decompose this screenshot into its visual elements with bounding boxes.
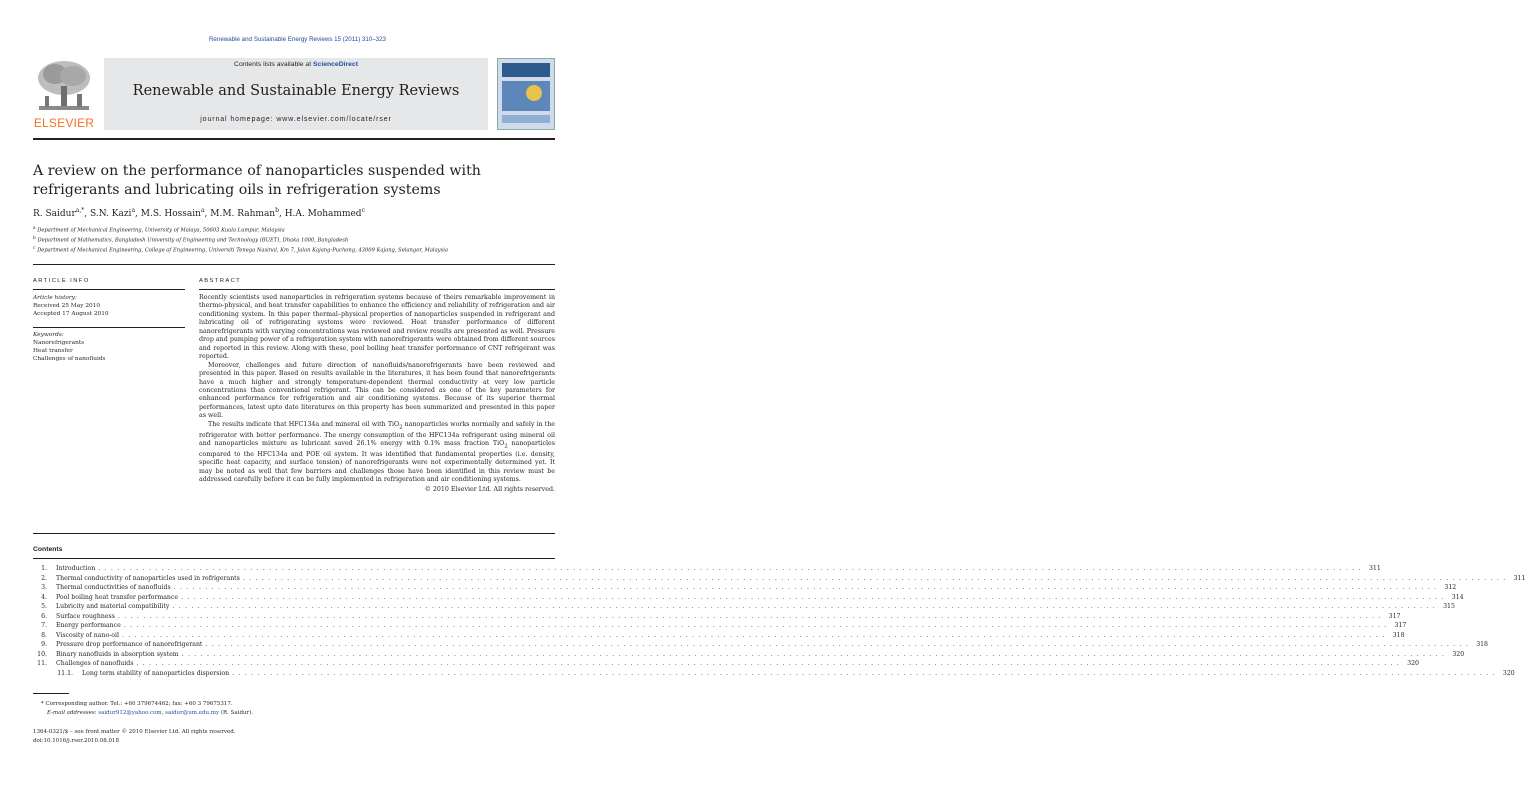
toc-number: 6. — [41, 612, 47, 620]
toc-number: 1. — [41, 565, 47, 572]
received-date: Received 25 May 2010 — [33, 303, 101, 309]
header-rule — [33, 138, 555, 140]
email-label: E-mail addresses: — [47, 709, 97, 716]
toc-leader-dots: . . . . . . . . . . . . . . . . . . . . . . . . . . . . . . . . . . . . . . . . . . . . . . . . . . . . . . . . . . . . . . . . . . . . . . . . . . . . . . . . . . . . . . . . . . . . . . . . . . . . . . . . . . . . . . . . . . . . . . . . . . . . . . . . . . . . . . . . . . . . . . . . . . . . . . . . . . . . . . . . . . . . . . . . . . . . . . . . . . . . . . . . . . . . . . . . . . . . . . . . — [181, 650, 1446, 658]
toc-title[interactable]: Pool boiling heat transfer performance — [56, 593, 179, 601]
affiliation-text: Department of Mechanical Engineering, University of Malaya, 50603 Kuala Lumpur, Malaysia — [37, 227, 285, 234]
contents-heading: Contents — [33, 546, 63, 553]
toc-title[interactable]: Challenges of nanofluids — [56, 660, 134, 667]
toc-title[interactable]: Viscosity of nano-oil — [56, 631, 119, 639]
toc-title[interactable]: Energy performance — [56, 622, 121, 629]
copyright-notice: © 2010 Elsevier Ltd. All rights reserved. — [424, 486, 555, 494]
author-name[interactable]: R. Saidur — [33, 209, 76, 219]
toc-title[interactable]: Binary nanofluids in absorption system — [56, 650, 179, 658]
toc-number: 7. — [41, 622, 47, 629]
toc-page-number: 311 — [1368, 565, 1381, 572]
subscript: 2 — [504, 443, 508, 450]
toc-number: 8. — [41, 631, 47, 639]
email-line — [41, 709, 541, 718]
elsevier-wordmark: ELSEVIER — [33, 116, 95, 130]
toc-leader-dots: . . . . . . . . . . . . . . . . . . . . . . . . . . . . . . . . . . . . . . . . . . . . . . . . . . . . . . . . . . . . . . . . . . . . . . . . . . . . . . . . . . . . . . . . . . . . . . . . . . . . . . . . . . . . . . . . . . . . . . . . . . . . . . . . . . . . . . . . . . . . . . . . . . . . . . . . . . . . . . . . . . . . . . . . . . . . . . . . . . . . . . . . . . . . . . . . . . . . . . . . — [117, 612, 1382, 620]
toc-entry[interactable] — [33, 574, 1525, 585]
toc-number: 4. — [41, 593, 47, 601]
toc-page-number: 311 — [1513, 574, 1525, 582]
author-affil-marker: b — [275, 207, 279, 214]
toc-leader-dots: . . . . . . . . . . . . . . . . . . . . . . . . . . . . . . . . . . . . . . . . . . . . . . . . . . . . . . . . . . . . . . . . . . . . . . . . . . . . . . . . . . . . . . . . . . . . . . . . . . . . . . . . . . . . . . . . . . . . . . . . . . . . . . . . . . . . . . . . . . . . . . . . . . . . . . . . . . . . . . . . . . . . . . . . . . . . . . . . . . . . . . . . . . . . . . . . . . . . . . . . — [172, 603, 1436, 610]
paper-title: A review on the performance of nanoparticles suspended with refrigerants and lubricating oils in refrigeration systems — [33, 163, 481, 198]
author-name[interactable]: M.S. Hossain — [140, 209, 201, 219]
contents-rule — [33, 558, 555, 559]
abstract-paragraph: Moreover, challenges and future direction of nanofluids/nanorefrigerants have been reviewed and presented in this paper. Based on results available in the literatures, it has been found that nanorefrigerants have a much higher and strongly temperature-dependent thermal conductivity at very low particle concentrations than conventional refrigerant. This can be considered as one of the key parameters for enhanced performance for refrigeration and air conditioning systems. Because of its superior thermal performances, latest upto date literatures on this property has been summarized and presented in this paper as well. — [199, 361, 555, 420]
toc-page-number: 318 — [1476, 641, 1488, 648]
toc-page-number: 315 — [1443, 603, 1455, 610]
footnote-star: * — [41, 701, 44, 707]
toc-number: 11. — [37, 660, 47, 667]
journal-cover-thumbnail — [497, 58, 555, 130]
toc-number: 5. — [41, 603, 47, 610]
keyword: Heat transfer — [33, 348, 73, 354]
abstract-text: The results indicate that HFC134a and mineral oil with TiO — [208, 420, 400, 428]
article-info-divider — [33, 327, 185, 328]
corresponding-author-text: Corresponding author. Tel.: +60 379674462; fax: +60 3 79675317. — [45, 701, 233, 707]
toc-page-number: 320 — [1407, 660, 1419, 667]
issn-block — [33, 728, 433, 745]
author-affil-marker: a — [200, 207, 205, 214]
affiliation-marker: b — [33, 236, 36, 242]
abstract-heading: ABSTRACT — [199, 278, 242, 284]
table-of-contents — [33, 565, 1525, 679]
doi-line[interactable]: doi:10.1016/j.rser.2010.08.018 — [33, 737, 119, 744]
toc-number: 11.1. — [57, 669, 73, 677]
keyword: Nanorefrigerants — [33, 340, 85, 346]
footnote-rule — [33, 693, 69, 694]
abstract-text: nanoparticles compared to the HFC134a and POE oil system. It was identified that fundamental properties (i.e. density, specific heat capacity, and surface tension) of nanorefrigerants were not experimentally determined yet. It may be noted as well that few barriers and challenges those have been identified in this review must be addressed carefully before it can be fully implemented in refrigeration and air conditioning systems. — [199, 439, 555, 484]
toc-leader-dots: . . . . . . . . . . . . . . . . . . . . . . . . . . . . . . . . . . . . . . . . . . . . . . . . . . . . . . . . . . . . . . . . . . . . . . . . . . . . . . . . . . . . . . . . . . . . . . . . . . . . . . . . . . . . . . . . . . . . . . . . . . . . . . . . . . . . . . . . . . . . . . . . . . . . . . . . . . . . . . . . . . . . . . . . . . . . . . . . . . . . . . . . . . . . . . . . . . . . . . . . — [121, 631, 1386, 639]
email-suffix: (R. Saidur). — [219, 709, 254, 716]
toc-entry[interactable] — [33, 565, 1381, 575]
toc-leader-dots: . . . . . . . . . . . . . . . . . . . . . . . . . . . . . . . . . . . . . . . . . . . . . . . . . . . . . . . . . . . . . . . . . . . . . . . . . . . . . . . . . . . . . . . . . . . . . . . . . . . . . . . . . . . . . . . . . . . . . . . . . . . . . . . . . . . . . . . . . . . . . . . . . . . . . . . . . . . . . . . . . . . . . . . . . . . . . . . . . . . . . . . . . . . . . . . . . . . . . . . . — [205, 641, 1469, 648]
toc-leader-dots: . . . . . . . . . . . . . . . . . . . . . . . . . . . . . . . . . . . . . . . . . . . . . . . . . . . . . . . . . . . . . . . . . . . . . . . . . . . . . . . . . . . . . . . . . . . . . . . . . . . . . . . . . . . . . . . . . . . . . . . . . . . . . . . . . . . . . . . . . . . . . . . . . . . . . . . . . . . . . . . . . . . . . . . . . . . . . . . . . . . . . . . . . . . . . . . . . . . . . . . . — [173, 584, 1438, 591]
affiliation-line — [33, 235, 555, 245]
toc-entry[interactable] — [33, 669, 1515, 680]
email-separator: , — [161, 709, 166, 716]
abstract-text: nanoparticles works normally and safely in the refrigerator with better performance. The energy consumption of the HFC134a refrigerant using mineral oil and nanoparticles mixture as lubricant saved 26.1% energy with 0.1% mass fraction TiO — [199, 420, 555, 447]
author-name[interactable]: H.A. Mohammed — [284, 209, 362, 219]
author-name[interactable]: M.M. Rahman — [210, 209, 276, 219]
keyword: Challenges of nanofluids — [33, 356, 106, 362]
subscript: 2 — [399, 424, 403, 431]
affiliation-rule — [33, 264, 555, 265]
toc-entry[interactable] — [33, 622, 1407, 632]
keywords-label: Keywords: — [33, 332, 64, 338]
affiliation-text: Department of Mechanical Engineering, College of Engineering, Universiti Tenega Nasinal, Km 7, Jalan Kajang-Puchong, 43009 Kajang, Selangor, Malaysia — [37, 247, 449, 254]
author-list: R. Saidur$^{a,*}$, S.N. Kazi$^a$, M.S. Hossain$^a$, M.M. Rahman$^b$, H.A. Mohammed$^c$ — [33, 207, 365, 219]
keywords-block — [33, 331, 185, 363]
toc-entry[interactable] — [33, 660, 1419, 670]
toc-page-number: 317 — [1388, 612, 1401, 620]
author-affil-marker: a — [131, 207, 136, 214]
tree-logo-icon — [33, 58, 95, 116]
toc-entry[interactable] — [33, 593, 1464, 604]
history-label: Article history: — [33, 295, 77, 301]
article-history — [33, 294, 185, 318]
journal-title: Renewable and Sustainable Energy Reviews — [132, 83, 460, 99]
toc-entry[interactable] — [33, 650, 1465, 661]
toc-page-number: 312 — [1444, 584, 1457, 591]
toc-leader-dots: . . . . . . . . . . . . . . . . . . . . . . . . . . . . . . . . . . . . . . . . . . . . . . . . . . . . . . . . . . . . . . . . . . . . . . . . . . . . . . . . . . . . . . . . . . . . . . . . . . . . . . . . . . . . . . . . . . . . . . . . . . . . . . . . . . . . . . . . . . . . . . . . . . . . . . . . . . . . . . . . . . . . . . . . . . . . . . . . . . . . . . . . . . . . . . . . . . . . . . . . — [98, 565, 1362, 572]
contents-prefix: Contents lists available at — [234, 61, 313, 68]
toc-title[interactable]: Thermal conductivity of nanoparticles used in refrigerants — [56, 574, 240, 582]
toc-entry[interactable] — [33, 584, 1457, 594]
abstract-body — [199, 294, 555, 495]
toc-leader-dots: . . . . . . . . . . . . . . . . . . . . . . . . . . . . . . . . . . . . . . . . . . . . . . . . . . . . . . . . . . . . . . . . . . . . . . . . . . . . . . . . . . . . . . . . . . . . . . . . . . . . . . . . . . . . . . . . . . . . . . . . . . . . . . . . . . . . . . . . . . . . . . . . . . . . . . . . . . . . . . . . . . . . . . . . . . . . . . . . . . . . . . . . . . . . . . . . . . . . . . . . — [242, 574, 1507, 582]
toc-leader-dots: . . . . . . . . . . . . . . . . . . . . . . . . . . . . . . . . . . . . . . . . . . . . . . . . . . . . . . . . . . . . . . . . . . . . . . . . . . . . . . . . . . . . . . . . . . . . . . . . . . . . . . . . . . . . . . . . . . . . . . . . . . . . . . . . . . . . . . . . . . . . . . . . . . . . . . . . . . . . . . . . . . . . . . . . . . . . . . . . . . . . . . . . . . . . . . . . . . . . . . . . — [232, 669, 1496, 677]
author-affil-marker: c — [361, 207, 365, 214]
toc-entry[interactable] — [33, 641, 1488, 651]
toc-entry[interactable] — [33, 612, 1401, 623]
toc-entry[interactable] — [33, 603, 1455, 613]
email-link[interactable]: saidur@um.edu.my — [165, 709, 220, 716]
affiliation-text: Department of Mathematics, Bangladesh University of Engineering and Technology (BUET), Dhaka 1000, Bangladesh — [37, 237, 349, 244]
abstract-end-rule — [33, 533, 555, 534]
toc-page-number: 320 — [1452, 650, 1465, 658]
front-matter-line: 1364-0321/$ – see front matter © 2010 Elsevier Ltd. All rights reserved. — [33, 729, 236, 735]
toc-title[interactable]: Lubricity and material compatibility — [56, 603, 170, 610]
toc-number: 9. — [41, 641, 47, 648]
corresponding-author-note — [41, 700, 541, 709]
journal-homepage[interactable]: journal homepage: www.elsevier.com/locate/rser — [200, 116, 392, 123]
toc-leader-dots: . . . . . . . . . . . . . . . . . . . . . . . . . . . . . . . . . . . . . . . . . . . . . . . . . . . . . . . . . . . . . . . . . . . . . . . . . . . . . . . . . . . . . . . . . . . . . . . . . . . . . . . . . . . . . . . . . . . . . . . . . . . . . . . . . . . . . . . . . . . . . . . . . . . . . . . . . . . . . . . . . . . . . . . . . . . . . . . . . . . . . . . . . . . . . . . . . . . . . . . . — [181, 593, 1445, 601]
abstract-paragraph — [199, 421, 555, 485]
accepted-date: Accepted 17 August 2010 — [33, 311, 109, 317]
toc-page-number: 318 — [1392, 631, 1405, 639]
affiliations — [33, 225, 555, 255]
abstract-paragraph: Recently scientists used nanoparticles in refrigeration systems because of theirs remarkable improvement in thermo-physical, and heat transfer capabilities to enhance the efficiency and reliability of refrigeration and air conditioning system. In this paper thermal–physical properties of nanoparticles suspended in refrigerant and lubricating oil of refrigerating systems were reviewed. Heat transfer performance of different nanorefrigerants with varying concentrations was reviewed and review results are presented as well. Pressure drop and pumping power of a refrigeration system with nanorefrigerants were obtained from different sources and reported in this review. Along with these, pool boiling heat transfer performance of CNT refrigerant was reported. — [199, 294, 555, 361]
toc-title[interactable]: Thermal conductivities of nanofluids — [56, 584, 171, 591]
affiliation-line — [33, 245, 555, 255]
toc-leader-dots: . . . . . . . . . . . . . . . . . . . . . . . . . . . . . . . . . . . . . . . . . . . . . . . . . . . . . . . . . . . . . . . . . . . . . . . . . . . . . . . . . . . . . . . . . . . . . . . . . . . . . . . . . . . . . . . . . . . . . . . . . . . . . . . . . . . . . . . . . . . . . . . . . . . . . . . . . . . . . . . . . . . . . . . . . . . . . . . . . . . . . . . . . . . . . . . . . . . . . . . . — [136, 660, 1400, 667]
toc-page-number: 320 — [1502, 669, 1515, 677]
toc-title[interactable]: Introduction — [56, 565, 96, 572]
email-link[interactable]: saidur912@yahoo.com — [98, 709, 162, 716]
toc-number: 10. — [37, 650, 47, 658]
affiliation-marker: c — [33, 246, 36, 252]
toc-page-number: 314 — [1451, 593, 1464, 601]
toc-page-number: 317 — [1394, 622, 1407, 629]
sciencedirect-link[interactable]: ScienceDirect — [313, 61, 358, 68]
journal-citation[interactable]: Renewable and Sustainable Energy Reviews 15 (2011) 310–323 — [208, 36, 387, 43]
article-info-heading: ARTICLE INFO — [33, 278, 90, 284]
affiliation-marker: a — [33, 226, 36, 231]
toc-number: 2. — [41, 574, 47, 582]
contents-availability — [104, 61, 488, 68]
toc-entry[interactable] — [33, 631, 1405, 642]
abstract-rule — [199, 289, 555, 290]
toc-leader-dots: . . . . . . . . . . . . . . . . . . . . . . . . . . . . . . . . . . . . . . . . . . . . . . . . . . . . . . . . . . . . . . . . . . . . . . . . . . . . . . . . . . . . . . . . . . . . . . . . . . . . . . . . . . . . . . . . . . . . . . . . . . . . . . . . . . . . . . . . . . . . . . . . . . . . . . . . . . . . . . . . . . . . . . . . . . . . . . . . . . . . . . . . . . . . . . . . . . . . . . . . — [123, 622, 1388, 629]
toc-title[interactable]: Pressure drop performance of nanorefrigerant — [56, 641, 203, 648]
author-name[interactable]: S.N. Kazi — [90, 209, 132, 219]
toc-title[interactable]: Long term stability of nanoparticles dispersion — [82, 669, 230, 677]
cover-image-icon — [498, 59, 554, 129]
footnote — [41, 700, 541, 717]
affiliation-line — [33, 225, 555, 235]
article-info-rule — [33, 289, 185, 290]
author-affil-marker: a,* — [75, 207, 85, 214]
toc-title[interactable]: Surface roughness — [56, 612, 115, 620]
toc-number: 3. — [41, 584, 47, 591]
